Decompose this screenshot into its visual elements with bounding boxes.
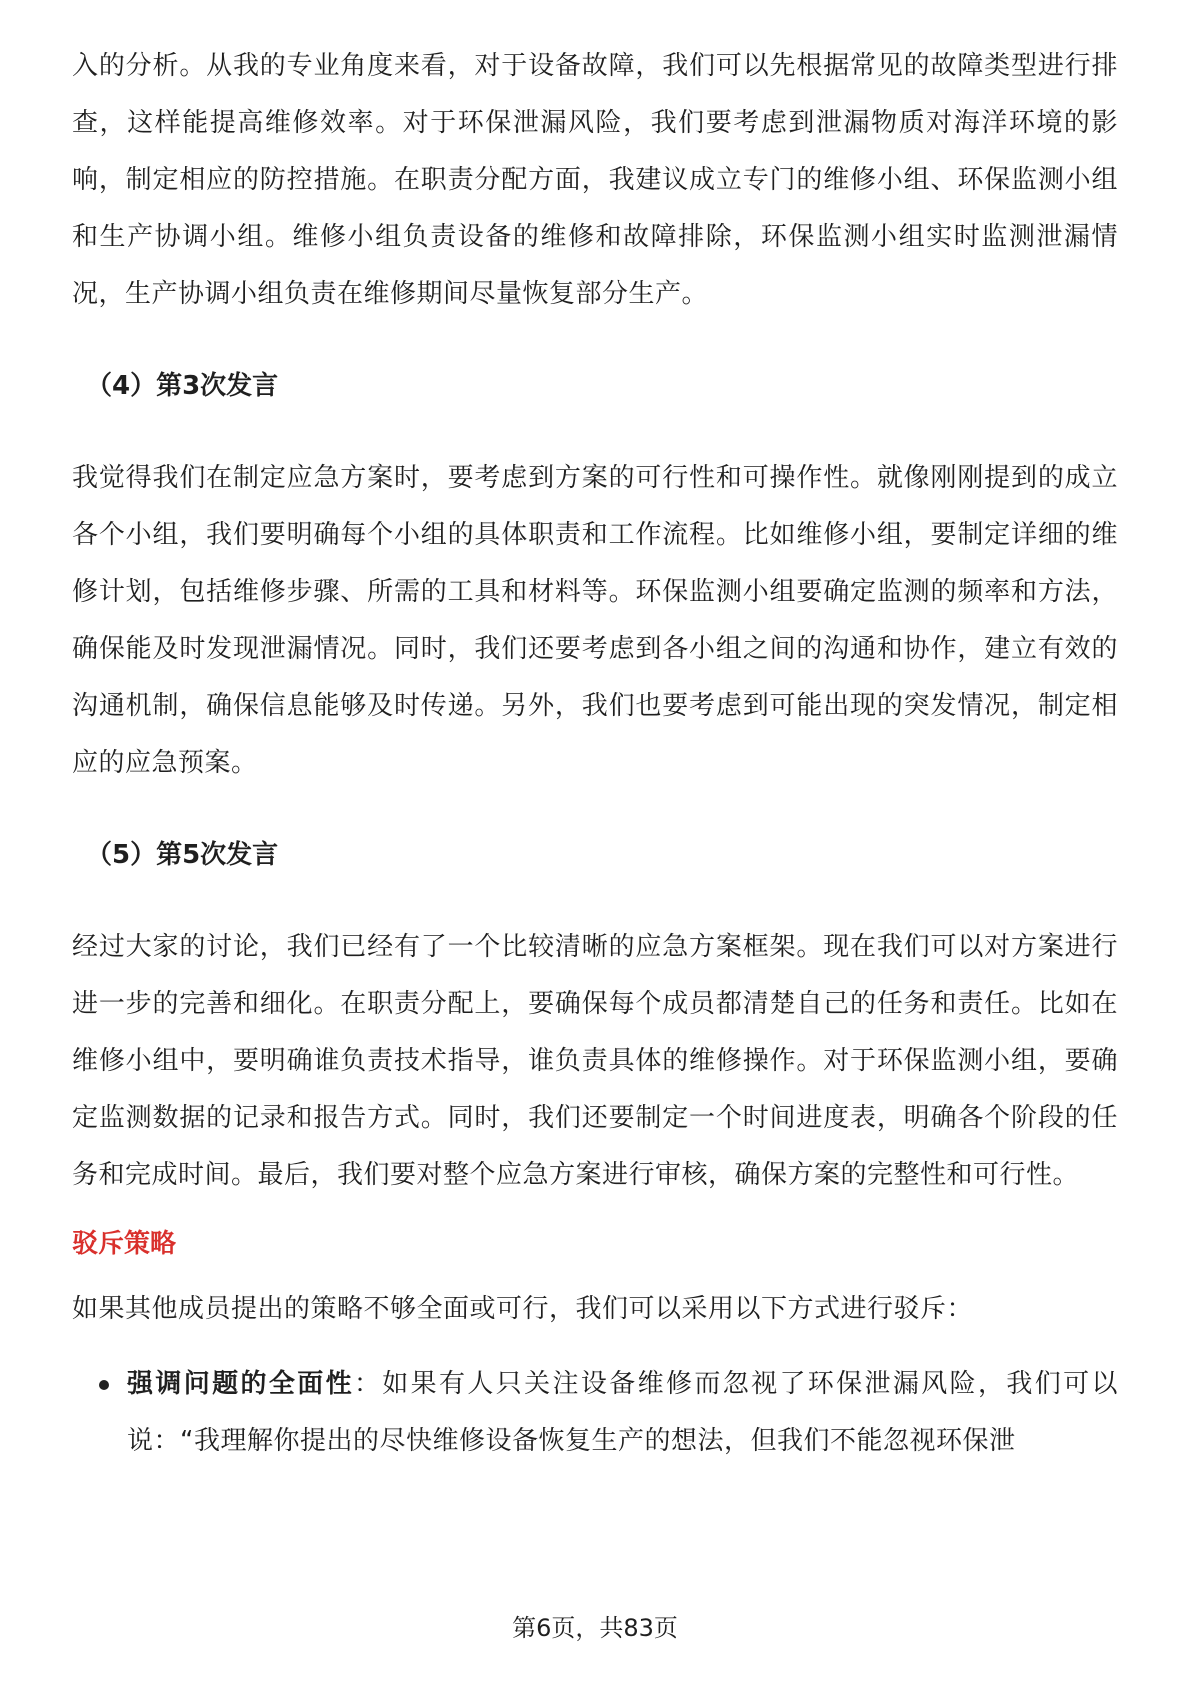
section-heading-5: （5）第5次发言	[86, 840, 279, 870]
bullet-text: ：如果有人只关注设备维修而忽视了环保泄漏风险，我们可以说：“我理解你提出的尽快维修设备恢复生产的想法，但我们不能忽视环保泄	[127, 1369, 1118, 1456]
rebuttal-intro: 如果其他成员提出的策略不够全面或可行，我们可以采用以下方式进行驳斥：	[72, 1294, 974, 1324]
rebuttal-heading: 驳斥策略	[72, 1229, 177, 1259]
list-item	[72, 1356, 1118, 1470]
bullet-icon	[99, 1380, 109, 1390]
page-number: 第6页，共83页	[512, 1614, 678, 1642]
bullet-lead: 强调问题的全面性	[127, 1369, 354, 1399]
section-heading-4: （4）第3次发言	[86, 371, 279, 401]
document-page	[72, 38, 1118, 1470]
rebuttal-bullet-list	[72, 1356, 1118, 1470]
paragraph-3: 经过大家的讨论，我们已经有了一个比较清晰的应急方案框架。现在我们可以对方案进行进一步的完善和细化。在职责分配上，要确保每个成员都清楚自己的任务和责任。比如在维修小组中，要明确谁负责技术指导，谁负责具体的维修操作。对于环保监测小组，要确定监测数据的记录和报告方式。同时，我们还要制定一个时间进度表，明确各个阶段的任务和完成时间。最后，我们要对整个应急方案进行审核，确保方案的完整性和可行性。	[72, 932, 1118, 1190]
paragraph-1: 入的分析。从我的专业角度来看，对于设备故障，我们可以先根据常见的故障类型进行排查，这样能提高维修效率。对于环保泄漏风险，我们要考虑到泄漏物质对海洋环境的影响，制定相应的防控措施。在职责分配方面，我建议成立专门的维修小组、环保监测小组和生产协调小组。维修小组负责设备的维修和故障排除，环保监测小组实时监测泄漏情况，生产协调小组负责在维修期间尽量恢复部分生产。	[72, 51, 1118, 309]
paragraph-2: 我觉得我们在制定应急方案时，要考虑到方案的可行性和可操作性。就像刚刚提到的成立各个小组，我们要明确每个小组的具体职责和工作流程。比如维修小组，要制定详细的维修计划，包括维修步骤、所需的工具和材料等。环保监测小组要确定监测的频率和方法，确保能及时发现泄漏情况。同时，我们还要考虑到各小组之间的沟通和协作，建立有效的沟通机制，确保信息能够及时传递。另外，我们也要考虑到可能出现的突发情况，制定相应的应急预案。	[72, 463, 1118, 778]
